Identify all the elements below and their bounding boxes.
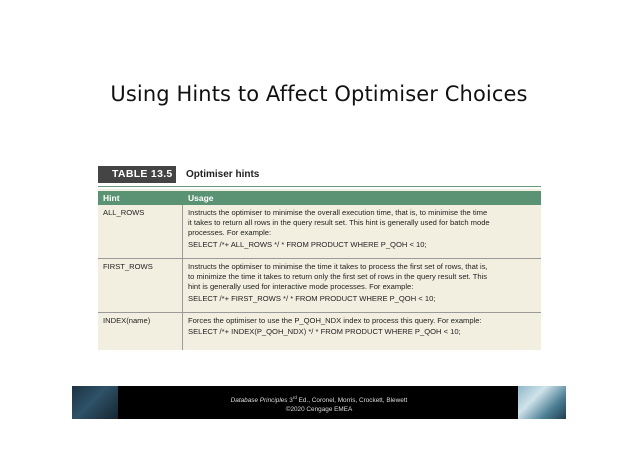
optimiser-hints-table — [98, 162, 541, 350]
slide-title: Using Hints to Affect Optimiser Choices — [110, 82, 528, 106]
edition-number: 3 — [289, 397, 293, 405]
table-row-index — [98, 313, 541, 350]
table-caption — [98, 162, 541, 189]
usage-cell — [188, 262, 538, 304]
usage-cell — [188, 208, 538, 250]
usage-line: it takes to return all rows in the query result set. This hint is generally used for batch mode — [188, 218, 490, 228]
table-header-row — [98, 191, 541, 205]
usage-line: to minimize the time it takes to return only the first set of rows in the query result set. This — [188, 272, 488, 282]
authors: Ed., Coronel, Morris, Crockett, Blewett — [298, 397, 408, 405]
usage-line: Instructs the optimiser to minimise the overall execution time, that is, to minimise the time — [188, 208, 488, 217]
footer-bar — [72, 386, 566, 419]
table-caption-text: Optimiser hints — [186, 169, 260, 180]
book-title: Database Principles — [230, 397, 288, 405]
copyright: ©2020 Cengage EMEA — [285, 406, 353, 414]
column-header-hint: Hint — [103, 193, 120, 203]
footer-citation — [72, 393, 566, 405]
usage-line: Forces the optimiser to use the P_QOH_NDX index to process this query. For example: — [188, 316, 482, 325]
usage-line: Instructs the optimiser to minimise the time it takes to process the first set of rows, that is, — [188, 262, 488, 271]
usage-cell — [188, 316, 538, 337]
table-row-all-rows — [98, 205, 541, 257]
caption-divider — [98, 186, 541, 187]
edition-suffix: rd — [292, 395, 297, 400]
usage-line: hint is generally used for interactive mode processes. For example: — [188, 282, 414, 292]
usage-line: processes. For example: — [188, 228, 272, 238]
table-row-first-rows — [98, 259, 541, 311]
hint-cell: ALL_ROWS — [103, 208, 145, 217]
table-number-label: TABLE 13.5 — [98, 166, 176, 183]
hint-cell: FIRST_ROWS — [103, 262, 153, 271]
sql-example: SELECT /*+ ALL_ROWS */ * FROM PRODUCT WHERE P_QOH < 10; — [188, 239, 427, 249]
sql-example: SELECT /*+ INDEX(P_QOH_NDX) */ * FROM PRODUCT WHERE P_QOH < 10; — [188, 327, 461, 337]
sql-example: SELECT /*+ FIRST_ROWS */ * FROM PRODUCT WHERE P_QOH < 10; — [188, 293, 436, 303]
hint-cell: INDEX(name) — [103, 316, 151, 325]
footer-credit — [72, 393, 566, 414]
column-header-usage: Usage — [188, 193, 214, 203]
